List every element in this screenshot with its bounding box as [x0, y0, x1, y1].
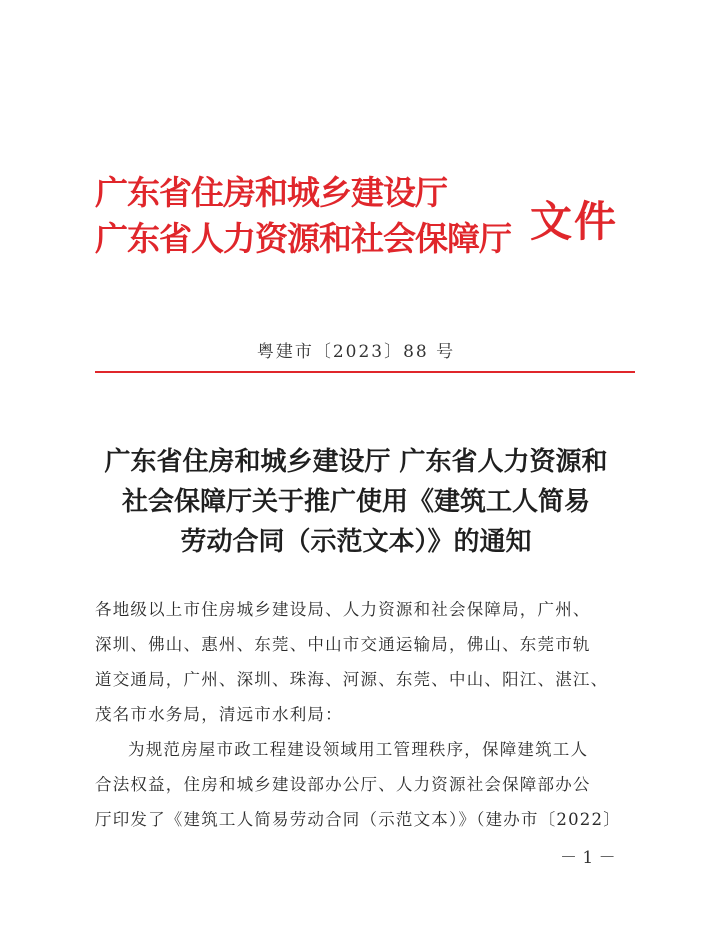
addressee-block: [95, 592, 635, 732]
notice-title: [60, 442, 652, 562]
page-number: － 1 －: [560, 848, 616, 868]
paragraph-line: 合法权益，住房和城乡建设部办公厅、人力资源社会保障部办公: [95, 775, 591, 794]
paragraph-line: 为规范房屋市政工程建设领域用工管理秩序，保障建筑工人: [128, 740, 589, 759]
issuer-name-housing: 广东省住房和城乡建设厅: [95, 173, 447, 212]
document-number: 粤建市〔2023〕88 号: [256, 342, 456, 362]
addressee-line: 茂名市水务局，清远市水利局：: [95, 705, 343, 724]
body-paragraph: [95, 732, 635, 837]
paragraph-line: 厅印发了《建筑工人简易劳动合同（示范文本）》（建办市〔2022〕: [95, 810, 621, 829]
notice-body: [95, 592, 635, 837]
title-line: 广东省住房和城乡建设厅 广东省人力资源和: [104, 447, 608, 477]
issuer-name-hr: 广东省人力资源和社会保障厅: [95, 219, 511, 258]
title-line: 劳动合同（示范文本）》的通知: [180, 527, 532, 557]
addressee-line: 各地级以上市住房城乡建设局、人力资源和社会保障局，广州、: [95, 600, 591, 619]
header-divider: [95, 371, 635, 373]
addressee-line: 道交通局，广州、深圳、珠海、河源、东莞、中山、阳江、湛江、: [95, 670, 609, 689]
title-line: 社会保障厅关于推广使用《建筑工人简易: [121, 487, 590, 517]
issuer-block: [95, 170, 515, 262]
document-label: 文件: [530, 197, 619, 246]
addressee-line: 深圳、佛山、惠州、东莞、中山市交通运输局，佛山、东莞市轨: [95, 635, 591, 654]
